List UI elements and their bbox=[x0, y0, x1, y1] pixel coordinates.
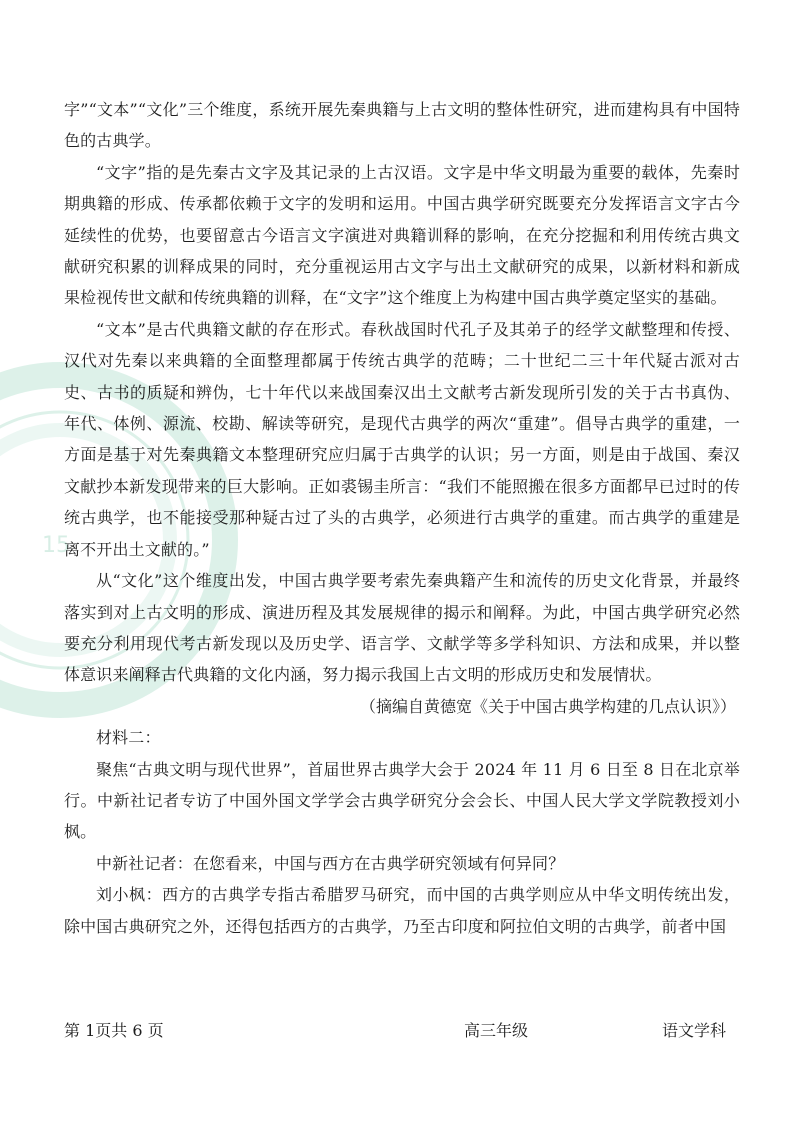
material-two-label: 材料二： bbox=[96, 728, 161, 748]
interview-question: 中新社记者：在您看来，中国与西方在古典学研究领域有何异同？ bbox=[96, 853, 565, 873]
document-body bbox=[64, 94, 740, 942]
paragraph-wenzi: “文字”指的是先秦古文字及其记录的上古汉语。文字是中华文明最为重要的载体，先秦时期典籍的形成、传承都依赖于文字的发明和运用。中国古典学研究既要充分发挥语言文字古今延续性的优势，也要留意古今语言文字演进对典籍训释的影响，在充分挖掘和利用传统古典文献研究积累的训释成果的同时，充分重视运用古文字与出土文献研究的成果，以新材料和新成果检视传世文献和传统典籍的训释，在“文字”这个维度上为构建中国古典学奠定坚实的基础。 bbox=[64, 162, 740, 308]
seal-digits: 15 bbox=[42, 533, 70, 558]
footer-subject: 语文学科 bbox=[661, 1021, 726, 1040]
material-two-intro: 聚焦“古典文明与现代世界”，首届世界古典学大会于 2024 年 11 月 6 日至 8 日在北京举行。中新社记者专访了中国外国文学学会古典学研究分会会长、中国人民大学文学院教授刘小枫。 bbox=[64, 759, 740, 842]
paragraph-continued: 字”“文本”“文化”三个维度，系统开展先秦典籍与上古文明的整体性研究，进而建构具有中国特色的古典学。 bbox=[64, 100, 740, 151]
paragraph-wenben: “文本”是古代典籍文献的存在形式。春秋战国时代孔子及其弟子的经学文献整理和传授、汉代对先秦以来典籍的全面整理都属于传统古典学的范畴；二十世纪二三十年代疑古派对古史、古书的质疑和辨伪，七十年代以来战国秦汉出土文献考古新发现所引发的关于古书真伪、年代、体例、源流、校勘、解读等研究，是现代古典学的两次“重建”。倡导古典学的重建，一方面是基于对先秦典籍文本整理研究应归属于古典学的认识；另一方面，则是由于战国、秦汉文献抄本新发现带来的巨大影响。正如裘锡圭所言：“我们不能照搬在很多方面都早已过时的传统古典学，也不能接受那种疑古过了头的古典学，必须进行古典学的重建。而古典学的重建是离不开出土文献的。” bbox=[64, 319, 740, 559]
page-footer bbox=[64, 1018, 740, 1042]
footer-grade: 高三年级 bbox=[464, 1021, 529, 1040]
footer-page-number: 第 1页共 6 页 bbox=[64, 1021, 164, 1040]
source-citation: （摘编自黄德宽《关于中国古典学构建的几点认识》） bbox=[359, 696, 736, 716]
interview-answer: 刘小枫：西方的古典学专指古希腊罗马研究，而中国的古典学则应从中华文明传统出发，除中国古典研究之外，还得包括西方的古典学，乃至古印度和阿拉伯文明的古典学，前者中国 bbox=[64, 885, 740, 936]
paragraph-wenhua: 从“文化”这个维度出发，中国古典学要考索先秦典籍产生和流传的历史文化背景，并最终落实到对上古文明的形成、演进历程及其发展规律的揭示和阐释。为此，中国古典学研究必然要充分利用现代考古新发现以及历史学、语言学、文献学等多学科知识、方法和成果，并以整体意识来阐释古代典籍的文化内涵，努力揭示我国上古文明的形成历史和发展情状。 bbox=[64, 571, 740, 685]
